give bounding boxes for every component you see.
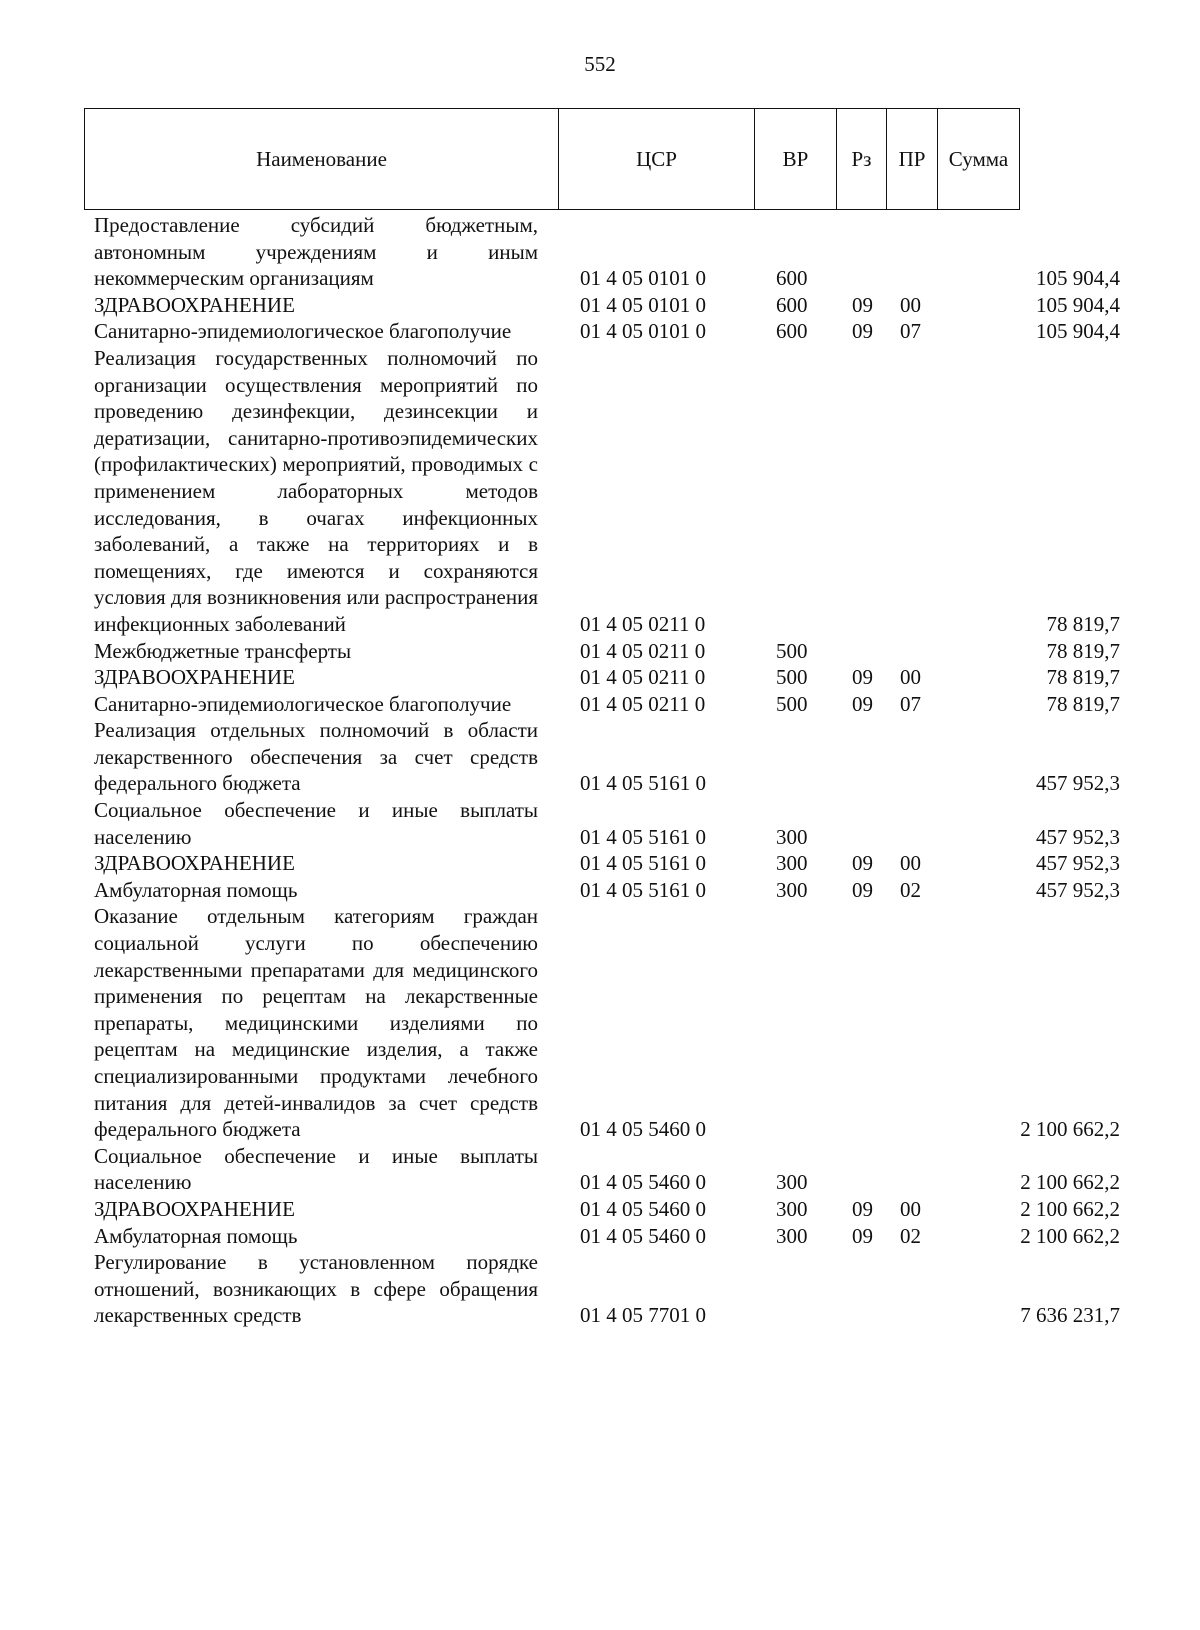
row-rz: 09 bbox=[852, 1223, 873, 1248]
row-name: ЗДРАВООХРАНЕНИЕ bbox=[94, 665, 295, 690]
table-row bbox=[0, 1223, 1200, 1250]
row-rz: 09 bbox=[852, 851, 873, 876]
row-pr: 00 bbox=[900, 665, 921, 690]
row-rz: 09 bbox=[852, 319, 873, 344]
table-row bbox=[0, 292, 1200, 319]
table-row bbox=[0, 717, 1200, 797]
row-rz: 09 bbox=[852, 691, 873, 716]
header-vr: ВР bbox=[754, 109, 836, 209]
row-name: Социальное обеспечение и иные выплаты населению bbox=[94, 798, 538, 849]
header-pr: ПР bbox=[886, 109, 937, 209]
row-csr: 01 4 05 0211 0 bbox=[580, 611, 706, 636]
table-row bbox=[0, 212, 1200, 292]
row-csr: 01 4 05 0101 0 bbox=[580, 319, 706, 344]
row-sum: 78 819,7 bbox=[1046, 691, 1120, 716]
row-pr: 07 bbox=[900, 691, 921, 716]
row-rz: 09 bbox=[852, 292, 873, 317]
row-sum: 2 100 662,2 bbox=[1020, 1196, 1120, 1221]
row-rz: 09 bbox=[852, 877, 873, 902]
table-row bbox=[0, 850, 1200, 877]
row-csr: 01 4 05 0211 0 bbox=[580, 665, 706, 690]
page-number: 552 bbox=[584, 52, 616, 76]
row-name: ЗДРАВООХРАНЕНИЕ bbox=[94, 1196, 295, 1221]
row-sum: 7 636 231,7 bbox=[1020, 1303, 1120, 1328]
row-sum: 78 819,7 bbox=[1046, 665, 1120, 690]
row-vr: 300 bbox=[776, 877, 808, 902]
row-csr: 01 4 05 5460 0 bbox=[580, 1117, 706, 1142]
table-row bbox=[0, 903, 1200, 1142]
row-csr: 01 4 05 0101 0 bbox=[580, 266, 706, 291]
row-name: ЗДРАВООХРАНЕНИЕ bbox=[94, 292, 295, 317]
row-pr: 07 bbox=[900, 319, 921, 344]
row-csr: 01 4 05 5460 0 bbox=[580, 1196, 706, 1221]
row-vr: 300 bbox=[776, 1223, 808, 1248]
row-name: Санитарно-эпидемиологическое благополучие bbox=[94, 691, 512, 716]
row-name: Реализация государственных полномочий по организации осуществления мероприятий по проведению дезинфекции, дезинсекции и дератизации, санитарно-противоэпидемических (профилактических) мероприятий, проводимых с применением лабораторных методов исследования, в очагах инфекционных заболеваний, а также на территориях и в помещениях, где имеются и сохраняются условия для возникновения или распространения инфекционных заболеваний bbox=[94, 345, 538, 636]
row-vr: 600 bbox=[776, 319, 808, 344]
row-sum: 457 952,3 bbox=[1036, 877, 1120, 902]
row-pr: 00 bbox=[900, 851, 921, 876]
row-vr: 600 bbox=[776, 292, 808, 317]
table-body bbox=[0, 212, 1200, 1329]
row-sum: 2 100 662,2 bbox=[1020, 1170, 1120, 1195]
header-rz: Рз bbox=[836, 109, 886, 209]
row-sum: 2 100 662,2 bbox=[1020, 1223, 1120, 1248]
table-header bbox=[84, 108, 1020, 210]
row-vr: 300 bbox=[776, 1196, 808, 1221]
header-name: Наименование bbox=[256, 146, 387, 171]
row-sum: 78 819,7 bbox=[1046, 638, 1120, 663]
row-sum: 457 952,3 bbox=[1036, 771, 1120, 796]
row-csr: 01 4 05 0211 0 bbox=[580, 638, 706, 663]
table-row bbox=[0, 318, 1200, 345]
row-name: Предоставление субсидий бюджетным, автономным учреждениям и иным некоммерческим организациям bbox=[94, 213, 538, 291]
table-row bbox=[0, 664, 1200, 691]
row-csr: 01 4 05 5161 0 bbox=[580, 824, 706, 849]
table-row bbox=[0, 877, 1200, 904]
row-csr: 01 4 05 5161 0 bbox=[580, 771, 706, 796]
row-vr: 300 bbox=[776, 1170, 808, 1195]
table-row bbox=[0, 797, 1200, 850]
table-row bbox=[0, 1143, 1200, 1196]
row-sum: 105 904,4 bbox=[1036, 319, 1120, 344]
row-vr: 600 bbox=[776, 266, 808, 291]
table-row bbox=[0, 1249, 1200, 1329]
row-vr: 500 bbox=[776, 665, 808, 690]
row-pr: 00 bbox=[900, 1196, 921, 1221]
row-csr: 01 4 05 5460 0 bbox=[580, 1223, 706, 1248]
row-name: Регулирование в установленном порядке отношений, возникающих в сфере обращения лекарственных средств bbox=[94, 1250, 538, 1328]
row-sum: 457 952,3 bbox=[1036, 851, 1120, 876]
row-csr: 01 4 05 5460 0 bbox=[580, 1170, 706, 1195]
row-csr: 01 4 05 0101 0 bbox=[580, 292, 706, 317]
row-vr: 500 bbox=[776, 691, 808, 716]
row-pr: 00 bbox=[900, 292, 921, 317]
row-csr: 01 4 05 0211 0 bbox=[580, 691, 706, 716]
row-vr: 500 bbox=[776, 638, 808, 663]
row-pr: 02 bbox=[900, 877, 921, 902]
row-name: Реализация отдельных полномочий в области лекарственного обеспечения за счет средств федерального бюджета bbox=[94, 718, 538, 796]
row-pr: 02 bbox=[900, 1223, 921, 1248]
table-row bbox=[0, 1196, 1200, 1223]
row-name: Амбулаторная помощь bbox=[94, 877, 298, 902]
row-rz: 09 bbox=[852, 665, 873, 690]
row-vr: 300 bbox=[776, 824, 808, 849]
row-name: Санитарно-эпидемиологическое благополучие bbox=[94, 319, 512, 344]
header-csr: ЦСР bbox=[558, 109, 754, 209]
row-name: Амбулаторная помощь bbox=[94, 1223, 298, 1248]
table-row bbox=[0, 638, 1200, 665]
header-sum: Сумма bbox=[937, 109, 1019, 209]
row-rz: 09 bbox=[852, 1196, 873, 1221]
row-csr: 01 4 05 5161 0 bbox=[580, 851, 706, 876]
row-sum: 105 904,4 bbox=[1036, 292, 1120, 317]
row-sum: 78 819,7 bbox=[1046, 611, 1120, 636]
row-sum: 105 904,4 bbox=[1036, 266, 1120, 291]
row-sum: 2 100 662,2 bbox=[1020, 1117, 1120, 1142]
row-csr: 01 4 05 5161 0 bbox=[580, 877, 706, 902]
row-name: ЗДРАВООХРАНЕНИЕ bbox=[94, 851, 295, 876]
table-row bbox=[0, 691, 1200, 718]
row-name: Межбюджетные трансферты bbox=[94, 638, 352, 663]
row-name: Социальное обеспечение и иные выплаты населению bbox=[94, 1143, 538, 1195]
table-row bbox=[0, 345, 1200, 638]
row-csr: 01 4 05 7701 0 bbox=[580, 1303, 706, 1328]
row-name: Оказание отдельным категориям граждан социальной услуги по обеспечению лекарственными препаратами для медицинского применения по рецептам на лекарственные препараты, медицинскими изделиями по рецептам на медицинские изделия, а также специализированными продуктами лечебного питания для детей-инвалидов за счет средств федерального бюджета bbox=[94, 904, 538, 1142]
row-vr: 300 bbox=[776, 851, 808, 876]
row-sum: 457 952,3 bbox=[1036, 824, 1120, 849]
